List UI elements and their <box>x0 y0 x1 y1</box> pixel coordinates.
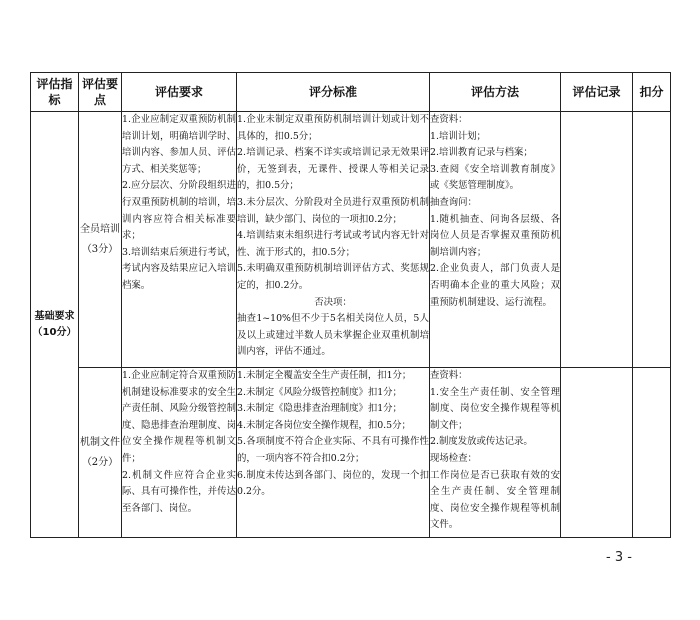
evaluation-table <box>30 72 671 538</box>
header-indicator: 评估指标 <box>31 73 79 112</box>
element-cell: 全员培训（3分） <box>79 112 122 368</box>
standard-line: 3.未分层次、分阶段对全员进行双重预防机制培训，缺少部门、岗位的一项扣0.2分； <box>237 196 429 225</box>
requirement-cell <box>122 112 237 368</box>
header-requirement: 评估要求 <box>122 73 237 112</box>
requirement-line: 2.机制文件应符合企业实际、具有可操作性，并传达至各部门、岗位。 <box>122 469 236 514</box>
table-row <box>31 368 671 538</box>
record-cell <box>561 368 633 538</box>
method-line: 1.培训计划； <box>430 130 486 142</box>
standard-cell <box>237 112 430 368</box>
page-number: - 3 - <box>606 550 632 565</box>
method-line: 1.随机抽查、问询各层级、各岗位人员是否掌握双重预防机制培训内容； <box>430 213 560 258</box>
method-line: 抽查询问： <box>430 196 477 208</box>
indicator-cell: 基础要求（10分） <box>31 112 79 538</box>
method-line: 3.查阅《安全培训教育制度》或《奖惩管理制度》。 <box>430 163 560 192</box>
requirement-line: 1.企业应制定符合双重预防机制建设标准要求的安全生产责任制、风险分级管控制度、隐患排查治理制度、岗位安全操作规程等机制文件； <box>122 370 236 464</box>
standard-cell <box>237 368 430 538</box>
method-line: 1.安全生产责任制、安全管理制度、岗位安全操作规程等机制文件； <box>430 386 560 431</box>
standard-line: 4.培训结束未组织进行考试或考试内容无针对性、流于形式的，扣0.5分； <box>237 230 429 258</box>
method-cell <box>430 368 561 538</box>
deduct-cell <box>633 112 671 368</box>
standard-line: 抽查1~10%但不少于5名相关岗位人员，5人及以上或建过半数人员未掌握企业双重机制培训内容，评估不通过。 <box>237 313 429 358</box>
method-cell <box>430 112 561 368</box>
table-row <box>31 112 671 368</box>
method-line: 工作岗位是否已获取有效的安全生产责任制、安全管理制度、岗位安全操作规程等机制文件。 <box>430 469 560 531</box>
standard-line: 1.未制定全覆盖安全生产责任制，扣1分； <box>237 370 412 381</box>
method-line: 现场检查： <box>430 452 477 464</box>
standard-line: 5.各项制度不符合企业实际、不具有可操作性的，一项内容不符合扣0.2分； <box>237 436 429 464</box>
requirement-line: 1.企业应制定双重预防机制培训计划，明确培训学时、培训内容、参加人员、评估方式、相关奖惩等； <box>122 114 236 175</box>
method-line: 2.制度发放或传达记录。 <box>430 436 533 448</box>
standard-line: 6.制度未传达到各部门、岗位的，发现一个扣0.2分。 <box>237 469 429 498</box>
header-standard: 评分标准 <box>237 73 430 112</box>
standard-line: 4.未制定各岗位安全操作规程，扣0.5分； <box>237 419 411 431</box>
record-cell <box>561 112 633 368</box>
standard-line: 2.培训记录、档案不详实或培训记录无效果评价，无签到表，无课件、授课人等相关记录的，扣0.5分； <box>237 147 429 192</box>
header-method: 评估方法 <box>430 73 561 112</box>
standard-line: 3.未制定《隐患排查治理制度》扣1分； <box>237 403 402 415</box>
standard-line: 5.未明确双重预防机制培训评估方式、奖惩规定的，扣0.2分。 <box>237 263 429 291</box>
requirement-line: 2.应分层次、分阶段组织进行双重预防机制的培训，培训内容应符合相关标准要求； <box>122 180 236 242</box>
method-line: 2.培训教育记录与档案； <box>430 147 533 159</box>
header-deduct: 扣分 <box>633 73 671 112</box>
standard-line: 2.未制定《风险分级管控制度》扣1分； <box>237 386 402 398</box>
header-record: 评估记录 <box>561 73 633 112</box>
method-line: 查资料： <box>430 114 468 125</box>
standard-line: 1.企业未制定双重预防机制培训计划或计划不具体的，扣0.5分； <box>237 114 429 142</box>
header-element: 评估要点 <box>79 73 122 112</box>
table-header-row <box>31 73 671 112</box>
requirement-cell <box>122 368 237 538</box>
requirement-line: 3.培训结束后须进行考试，考试内容及结果应记入培训档案。 <box>122 246 236 291</box>
element-cell: 机制文件（2分） <box>79 368 122 538</box>
deduct-cell <box>633 368 671 538</box>
veto-label: 否决项： <box>314 296 352 308</box>
method-line: 查资料： <box>430 370 468 381</box>
method-line: 2.企业负责人，部门负责人是否明确本企业的重大风险；双重预防机制建设、运行流程。 <box>430 263 560 308</box>
